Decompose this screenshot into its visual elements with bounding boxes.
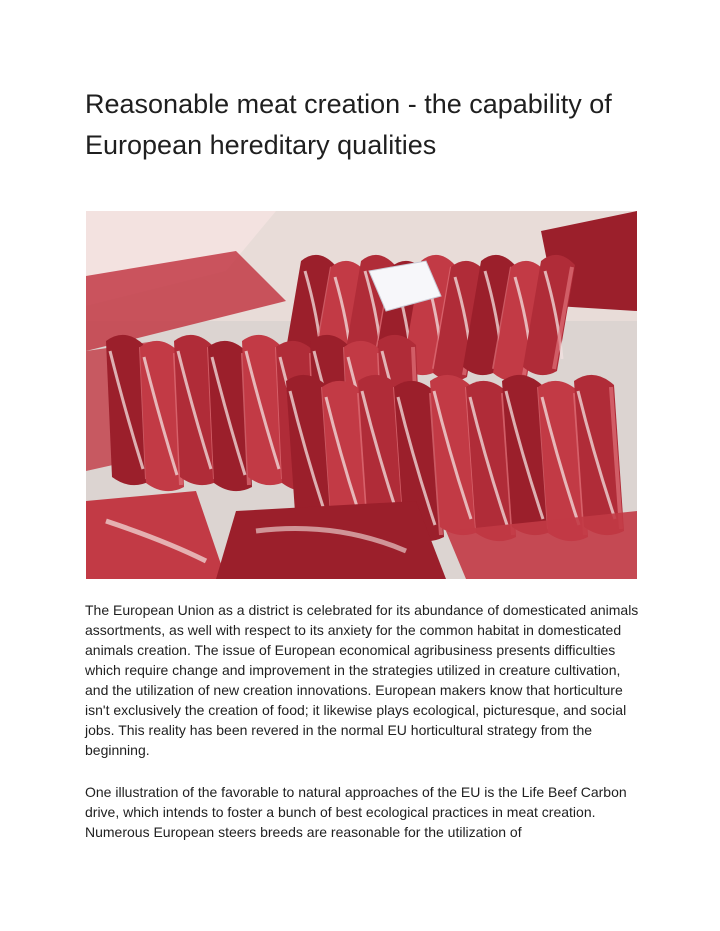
paragraph-1: The European Union as a district is celebrated for its abundance of domesticated animals assortments, as well with respect to its anxiety for the common habitat in domesticated animals creation. The issue of European economical agribusiness presents difficulties which require change and improvement in the strategies utilized in creature cultivation, and the utilization of new creation innovations. European makers know that horticulture isn't exclusively the creation of food; it likewise plays ecological, picturesque, and social jobs. This reality has been revered in the normal EU horticultural strategy from the beginning. [85, 602, 639, 758]
document-title: Reasonable meat creation - the capability of European hereditary qualities [85, 89, 612, 160]
beef-steaks-photo [86, 211, 637, 579]
paragraph-2: One illustration of the favorable to natural approaches of the EU is the Life Beef Carbon drive, which intends to foster a bunch of best ecological practices in meat creation. Numerous European steers breeds are reasonable for the utilization of [85, 784, 627, 840]
front-meat-center [216, 501, 446, 579]
beef-steaks-illustration [86, 211, 637, 579]
